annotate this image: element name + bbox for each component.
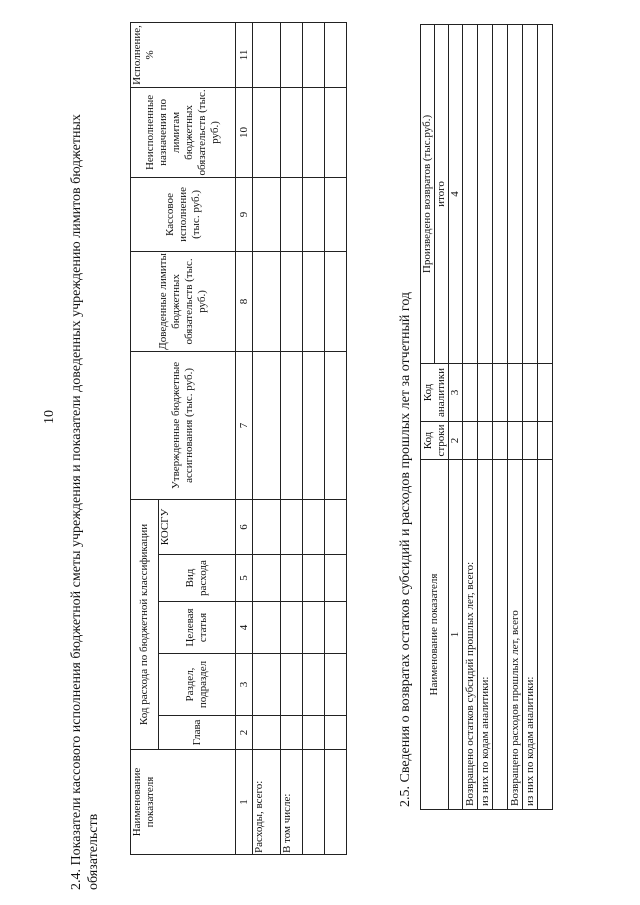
row-label (325, 750, 347, 855)
header-name: Наименование показателя (131, 750, 236, 855)
section-2-4-title: 2.4. Показатели кассового исполнения бюджетной сметы учреждения и показатели доведенных учреждению лимитов бюджетных обязательств (69, 114, 101, 890)
cell (253, 499, 281, 554)
col-number: 1 (449, 460, 463, 810)
cell (523, 422, 538, 460)
row-label: Расходы, всего: (253, 750, 281, 855)
cell (493, 364, 508, 422)
header-unfulfilled: Неисполненные назначения по лимитам бюджетных обязательств (тыс. руб.) (131, 87, 236, 177)
col-number: 10 (236, 87, 253, 177)
cell (303, 351, 325, 499)
col-number: 9 (236, 177, 253, 251)
returns-table (420, 24, 553, 810)
header-glava: Глава (159, 716, 236, 750)
cell (325, 499, 347, 554)
cell (253, 251, 281, 351)
cell (253, 87, 281, 177)
cell (281, 87, 303, 177)
cell (463, 364, 478, 422)
header-limits: Доведенные лимиты бюджетных обязательств (тыс. руб.) (131, 251, 236, 351)
cell (325, 351, 347, 499)
col-number: 4 (236, 602, 253, 654)
col-number: 1 (236, 750, 253, 855)
cell (463, 25, 478, 364)
cell (508, 364, 523, 422)
row-label (538, 460, 553, 810)
cell (325, 555, 347, 602)
cell (478, 422, 493, 460)
cell (325, 251, 347, 351)
header-approved: Утвержденные бюджетные ассигнования (тыс. руб.) (131, 351, 236, 499)
header-name: Наименование показателя (421, 460, 449, 810)
cell (325, 654, 347, 716)
cell (523, 25, 538, 364)
row-label: из них по кодам аналитики: (478, 460, 493, 810)
header-analytics-code: Код аналитики (421, 364, 449, 422)
cell (281, 351, 303, 499)
col-number: 3 (449, 364, 463, 422)
cell (303, 251, 325, 351)
header-razdel: Раздел, подраздел (159, 654, 236, 716)
header-execution-pct: Исполнение, % (131, 22, 236, 87)
cell (303, 716, 325, 750)
cell (253, 22, 281, 87)
row-label: из них по кодам аналитики: (523, 460, 538, 810)
cell (303, 87, 325, 177)
cell (253, 602, 281, 654)
col-number: 4 (449, 25, 463, 364)
cell (478, 25, 493, 364)
col-number: 11 (236, 22, 253, 87)
col-number: 3 (236, 654, 253, 716)
cell (281, 654, 303, 716)
col-number: 2 (236, 716, 253, 750)
section-2-5-title: 2.5. Сведения о возвратах остатков субсидий и расходов прошлых лет за отчетный год (398, 291, 413, 807)
cell (281, 716, 303, 750)
cell (538, 422, 553, 460)
cell (281, 22, 303, 87)
cell (538, 25, 553, 364)
cell (493, 25, 508, 364)
header-kosgu: КОСГУ (159, 499, 236, 554)
cell (325, 87, 347, 177)
col-number: 7 (236, 351, 253, 499)
header-line-code: Код строки (421, 422, 449, 460)
cell (253, 654, 281, 716)
cell (281, 602, 303, 654)
cell (523, 364, 538, 422)
cell (303, 177, 325, 251)
cell (325, 602, 347, 654)
budget-execution-table (130, 22, 347, 855)
page-number: 10 (42, 410, 57, 424)
cell (281, 555, 303, 602)
cell (281, 499, 303, 554)
cell (253, 177, 281, 251)
header-code-group: Код расхода по бюджетной классификации (131, 499, 159, 749)
row-label: В том числе: (281, 750, 303, 855)
row-label: Возвращено остатков субсидий прошлых лет, всего: (463, 460, 478, 810)
header-vid: Вид расхода (159, 555, 236, 602)
cell (303, 602, 325, 654)
cell (508, 422, 523, 460)
cell (253, 555, 281, 602)
cell (538, 364, 553, 422)
cell (508, 25, 523, 364)
header-returns: Произведено возвратов (тыс.руб.) (421, 25, 435, 364)
cell (253, 351, 281, 499)
header-celevaya: Целевая статья (159, 602, 236, 654)
row-label: Возвращено расходов прошлых лет, всего (508, 460, 523, 810)
cell (303, 654, 325, 716)
row-label (303, 750, 325, 855)
col-number: 8 (236, 251, 253, 351)
cell (281, 177, 303, 251)
cell (325, 716, 347, 750)
cell (325, 177, 347, 251)
cell (281, 251, 303, 351)
cell (303, 555, 325, 602)
cell (493, 422, 508, 460)
cell (303, 22, 325, 87)
col-number: 2 (449, 422, 463, 460)
header-cash: Кассовое исполнение (тыс. руб.) (131, 177, 236, 251)
header-total: итого (435, 25, 449, 364)
row-label (493, 460, 508, 810)
cell (253, 716, 281, 750)
col-number: 5 (236, 555, 253, 602)
cell (325, 22, 347, 87)
cell (303, 499, 325, 554)
col-number: 6 (236, 499, 253, 554)
cell (478, 364, 493, 422)
cell (463, 422, 478, 460)
